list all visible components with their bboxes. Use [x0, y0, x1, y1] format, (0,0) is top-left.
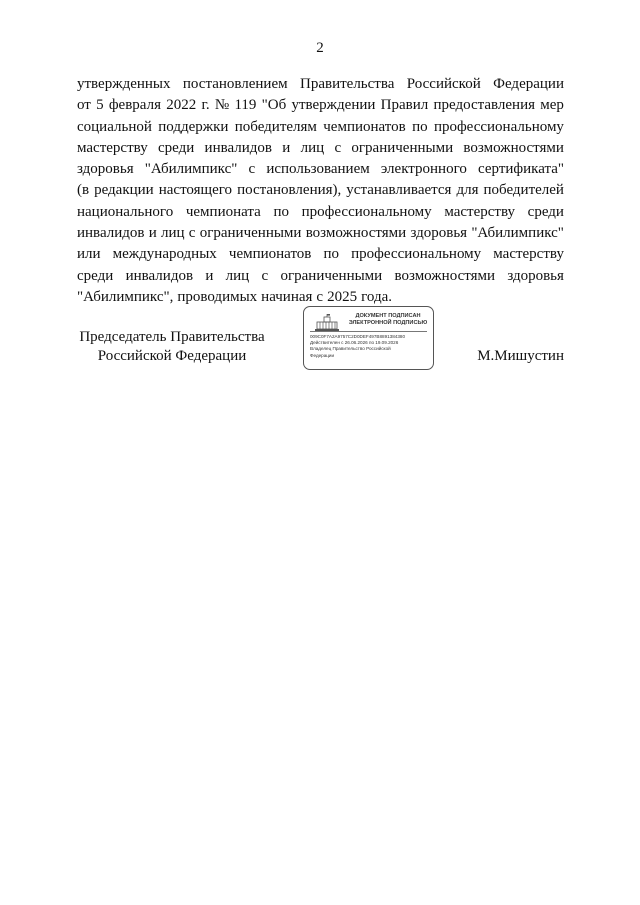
stamp-heading-line-1: ДОКУМЕНТ ПОДПИСАН [355, 313, 421, 319]
body-word: от [77, 97, 91, 114]
body-word: 2022 [166, 97, 197, 114]
body-line [77, 95, 564, 116]
body-word: Правил [380, 97, 429, 114]
body-word: 2025 [327, 288, 358, 305]
body-word: начиная [261, 288, 313, 305]
body-word: инвалидов [77, 225, 145, 242]
stamp-divider [310, 331, 427, 332]
body-word: чемпионатов [323, 118, 406, 135]
body-word: среди [157, 139, 195, 156]
body-text [77, 74, 564, 308]
body-word: электронного [380, 161, 467, 178]
body-line [77, 266, 564, 287]
government-building-icon [312, 313, 342, 333]
body-word: с [316, 288, 324, 305]
body-word: инвалидов [204, 139, 273, 156]
body-word: чемпионатов [228, 246, 312, 263]
body-line [77, 74, 564, 95]
body-word: предоставления [433, 97, 535, 114]
body-word: по [273, 203, 289, 220]
body-word: мер [540, 97, 564, 114]
body-line [77, 138, 564, 159]
stamp-owner-line-1: Владелец Правительство Российской [310, 346, 391, 352]
body-word: Федерации [493, 76, 564, 92]
body-word: профессиональному [351, 246, 482, 263]
body-word: (в [77, 182, 90, 199]
body-word: мастерству [493, 246, 564, 263]
body-word: по [412, 118, 428, 135]
body-word: лиц [225, 267, 250, 284]
body-word: инвалидов [125, 267, 194, 284]
body-word: для [456, 182, 479, 199]
body-word: и [148, 225, 157, 242]
signer-title-line-1: Председатель Правительства [79, 329, 265, 345]
body-line [77, 180, 564, 201]
signer-name: М.Мишустин [477, 348, 564, 364]
body-word: с [261, 267, 269, 284]
body-word: утвержденных [77, 76, 171, 92]
body-word: ограниченными [280, 267, 383, 284]
body-word: Российской [406, 76, 481, 92]
body-word: здоровья [507, 267, 564, 284]
body-word: утверждении [291, 97, 376, 114]
body-word: и [282, 139, 291, 156]
body-line [77, 223, 564, 244]
body-word: № [214, 97, 230, 114]
body-line [77, 117, 564, 138]
body-word: постановлением [182, 76, 288, 92]
page-number: 2 [316, 40, 324, 56]
body-word: "Абилимпикс" [471, 225, 564, 242]
stamp-owner-line-2: Федерации [310, 352, 335, 358]
body-word: ограниченными [351, 139, 454, 156]
body-line [77, 159, 564, 180]
stamp-certificate: 009C0F7A2A9757C2D0DEF497B8891384380 [310, 334, 406, 339]
body-word: по [323, 246, 340, 263]
body-word: возможностями [394, 267, 496, 284]
body-word: здоровья [77, 161, 134, 178]
body-word: "Об [261, 97, 287, 114]
body-word: среди [527, 203, 564, 220]
body-word: национального [77, 203, 174, 220]
body-word: февраля [108, 97, 161, 114]
body-word: лиц [161, 225, 185, 242]
body-line [77, 202, 564, 223]
stamp-heading-line-2: ЭЛЕКТРОННОЙ ПОДПИСЬЮ [348, 320, 428, 326]
body-word: устанавливается [346, 182, 452, 199]
body-word: 119 [234, 97, 257, 114]
body-word: международных [112, 246, 217, 263]
signer-title [77, 328, 267, 366]
body-word: поддержки [158, 118, 229, 135]
stamp-validity: Действителен с 26.06.2026 по 19.09.2026 [310, 340, 399, 346]
body-word: "Абилимпикс", [77, 288, 174, 305]
body-word: использованием [266, 161, 370, 178]
body-word: г. [201, 97, 210, 114]
body-line [77, 244, 564, 265]
body-word: социальной [77, 118, 152, 135]
body-word: возможностями [463, 139, 564, 156]
body-word: лиц [300, 139, 325, 156]
body-word: ограниченными [199, 225, 302, 242]
body-word: мастерству [77, 139, 148, 156]
body-word: здоровья [410, 225, 468, 242]
body-word: среди [77, 267, 114, 284]
body-word: с [334, 139, 342, 156]
body-word: сертификата" [478, 161, 564, 178]
body-word: профессиональному [301, 203, 432, 220]
body-word: возможностями [305, 225, 407, 242]
body-word: 5 [96, 97, 104, 114]
body-word: постановления), [237, 182, 342, 199]
body-word: победителям [234, 118, 317, 135]
signer-title-line-2: Российской Федерации [97, 348, 247, 364]
body-word: проводимых [177, 288, 258, 305]
body-word: с [188, 225, 196, 242]
body-word: с [248, 161, 256, 178]
body-word: года. [361, 288, 392, 305]
body-word: или [77, 246, 101, 263]
body-word: победителей [483, 182, 564, 199]
body-word: редакции [94, 182, 154, 199]
body-word: Правительства [300, 76, 395, 92]
electronic-signature-stamp [303, 306, 434, 370]
body-word: профессиональному [433, 118, 564, 135]
body-word: и [205, 267, 214, 284]
stamp-details [310, 334, 430, 359]
body-word: мастерству [444, 203, 516, 220]
body-word: настоящего [158, 182, 233, 199]
stamp-heading [344, 313, 432, 327]
body-word: чемпионата [185, 203, 261, 220]
body-word: "Абилимпикс" [144, 161, 238, 178]
